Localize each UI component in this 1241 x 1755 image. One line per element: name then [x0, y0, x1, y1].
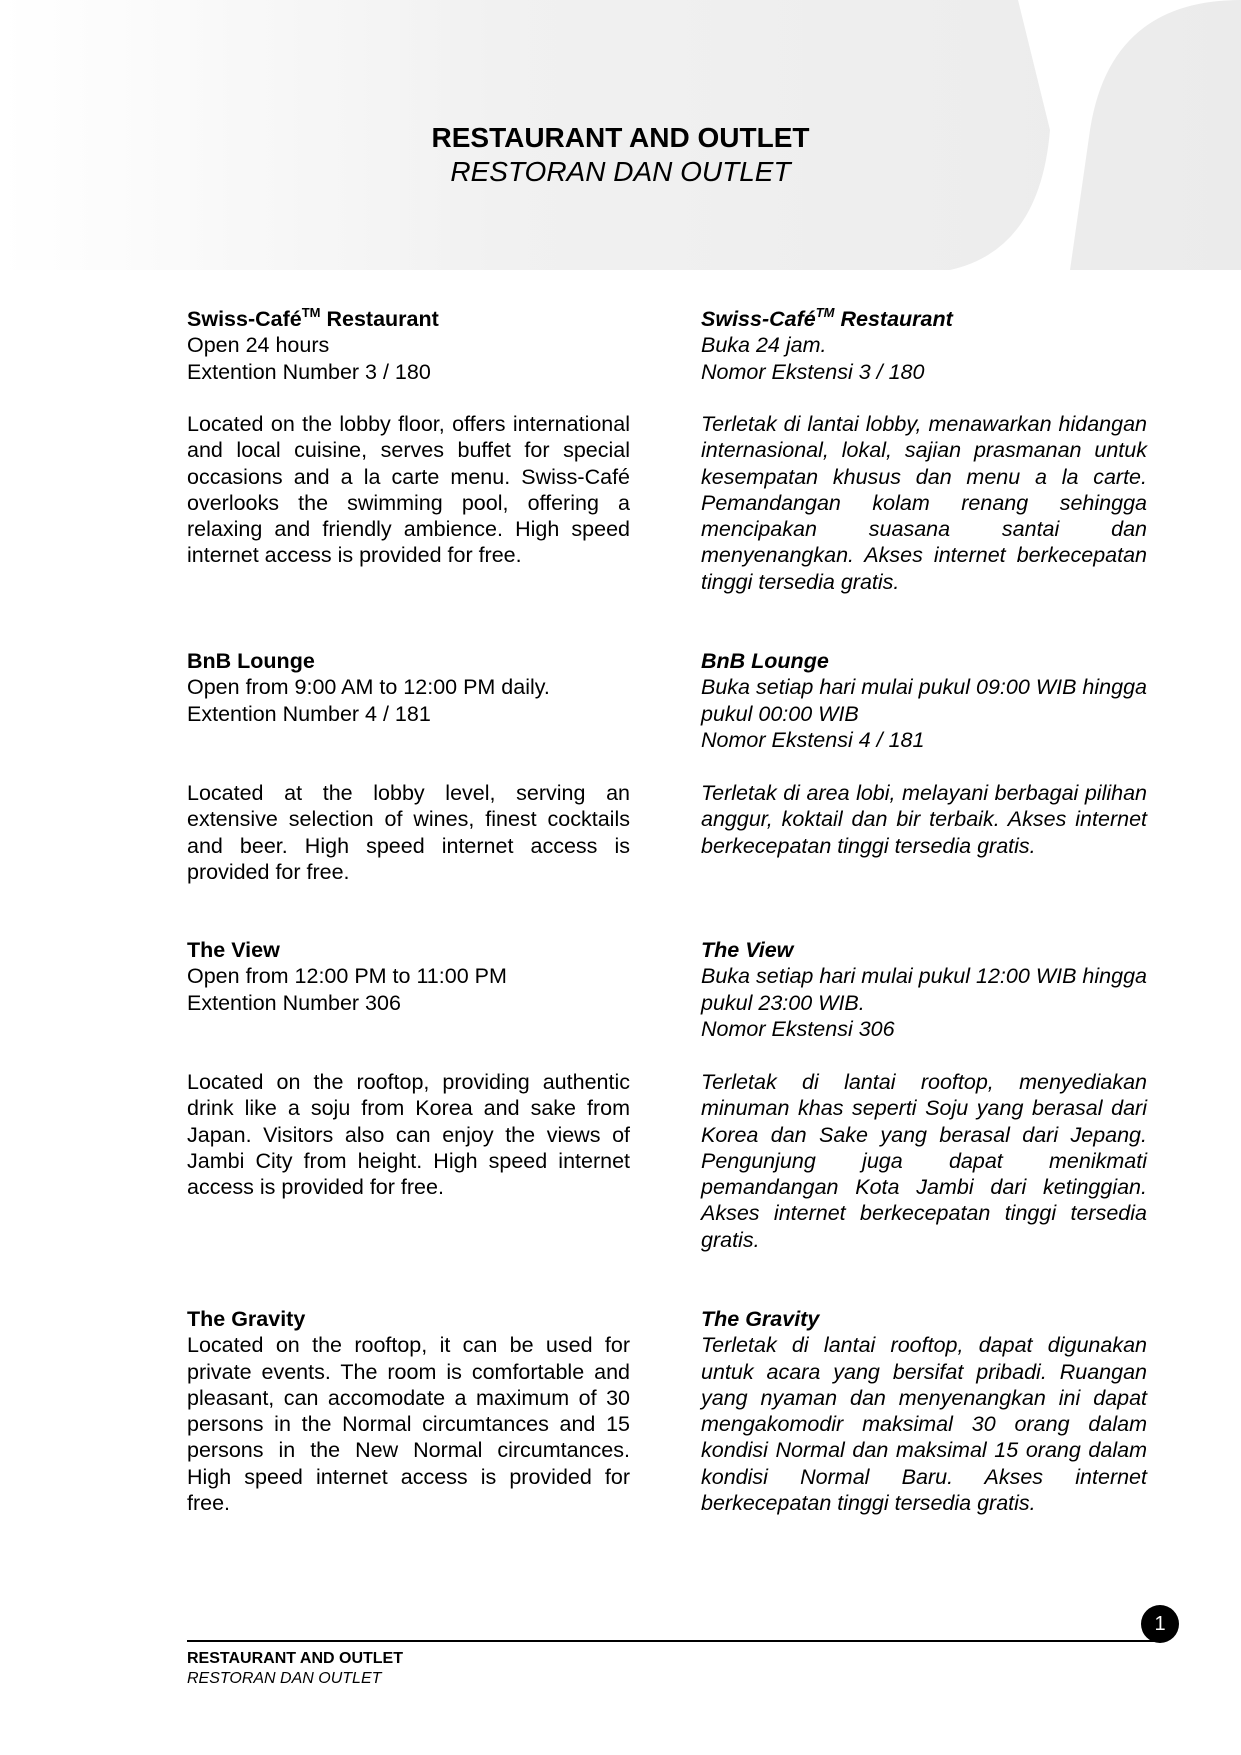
section-heading: The View — [701, 938, 794, 962]
swiss-cafe-desc-en: Located on the lobby floor, offers international and local cuisine, serves buffet for special occasions and a la carte menu. Swiss-Café overlooks the swimming pool, offering a relaxing and friendly ambience. High speed internet access is provided for free. — [187, 412, 630, 568]
section-heading: Swiss-Café™ Restaurant — [187, 305, 439, 331]
description: Located on the rooftop, it can be used for private events. The room is comfortable and pleasant, can accomodate a maximum of 30 persons in the Normal circumtances and 15 persons in the New Normal circumtances. High speed internet access is provided for free. — [187, 1333, 630, 1516]
swiss-cafe-desc-id: Terletak di lantai lobby, menawarkan hidangan internasional, lokal, sajian prasmanan untuk kesempatan khusus dan menu a la carte. Pemandangan kolam renang sehingga mencipakan suasana santai dan menyenangkan. Akses internet berkecepatan tinggi tersedia gratis. — [701, 412, 1147, 594]
the-view-info-en — [187, 937, 630, 1016]
the-gravity-en — [187, 1306, 630, 1516]
the-view-info-id — [701, 937, 1147, 1042]
footer-subtitle: RESTORAN DAN OUTLET — [187, 1670, 382, 1687]
hours: Open from 9:00 AM to 12:00 PM daily. — [187, 675, 550, 700]
section-heading: BnB Lounge — [187, 649, 315, 673]
the-gravity-id — [701, 1306, 1147, 1516]
bnb-lounge-info-en — [187, 648, 630, 727]
bnb-lounge-desc-id: Terletak di area lobi, melayani berbagai pilihan anggur, koktail dan bir terbaik. Akses internet berkecepatan tinggi tersedia gratis. — [701, 781, 1147, 858]
hours: Buka 24 jam. — [701, 333, 827, 358]
hours: Buka setiap hari mulai pukul 09:00 WIB hingga pukul 00:00 WIB — [701, 675, 1147, 726]
section-heading: The Gravity — [187, 1307, 306, 1331]
hours: Open 24 hours — [187, 333, 330, 358]
section-heading: The Gravity — [701, 1307, 820, 1331]
hours: Buka setiap hari mulai pukul 12:00 WIB hingga pukul 23:00 WIB. — [701, 964, 1147, 1015]
extension: Nomor Ekstensi 4 / 181 — [701, 727, 925, 752]
swiss-cafe-info-id — [701, 306, 1147, 385]
page-title: RESTAURANT AND OUTLET — [431, 122, 810, 153]
swiss-cafe-info-en — [187, 306, 630, 385]
extension: Nomor Ekstensi 3 / 180 — [701, 359, 925, 384]
extension: Extention Number 306 — [187, 990, 401, 1015]
bnb-lounge-desc-en: Located at the lobby level, serving an extensive selection of wines, finest cocktails and beer. High speed internet access is provided for free. — [187, 781, 630, 884]
page-subtitle: RESTORAN DAN OUTLET — [450, 156, 791, 187]
extension: Extention Number 4 / 181 — [187, 701, 431, 726]
footer-title: RESTAURANT AND OUTLET — [187, 1650, 403, 1667]
bnb-lounge-info-id — [701, 648, 1147, 753]
description: Terletak di lantai rooftop, dapat digunakan untuk acara yang bersifat pribadi. Ruangan yang nyaman dan menyenangkan ini dapat mengakomodir maksimal 30 orang dalam kondisi Normal dan maksimal 15 orang dalam kondisi Normal Baru. Akses internet berkecepatan tinggi tersedia gratis. — [701, 1333, 1147, 1516]
the-view-desc-id: Terletak di lantai rooftop, menyediakan minuman khas seperti Soju yang berasal dari Korea dan Sake yang berasal dari Jepang. Pengunjung juga dapat menikmati pemandangan Kota Jambi dari ketinggian. Akses internet berkecepatan tinggi tersedia gratis. — [701, 1070, 1147, 1252]
section-heading: BnB Lounge — [701, 649, 829, 673]
extension: Nomor Ekstensi 306 — [701, 1016, 895, 1041]
the-view-desc-en: Located on the rooftop, providing authentic drink like a soju from Korea and sake from Japan. Visitors also can enjoy the views of Jambi City from height. High speed internet access is provided for free. — [187, 1070, 630, 1200]
page-number-badge: 1 — [1141, 1605, 1179, 1643]
section-heading: The View — [187, 938, 280, 962]
section-heading: Swiss-Café™ Restaurant — [701, 305, 953, 331]
extension: Extention Number 3 / 180 — [187, 359, 431, 384]
hours: Open from 12:00 PM to 11:00 PM — [187, 964, 507, 989]
footer-divider — [187, 1640, 1157, 1642]
